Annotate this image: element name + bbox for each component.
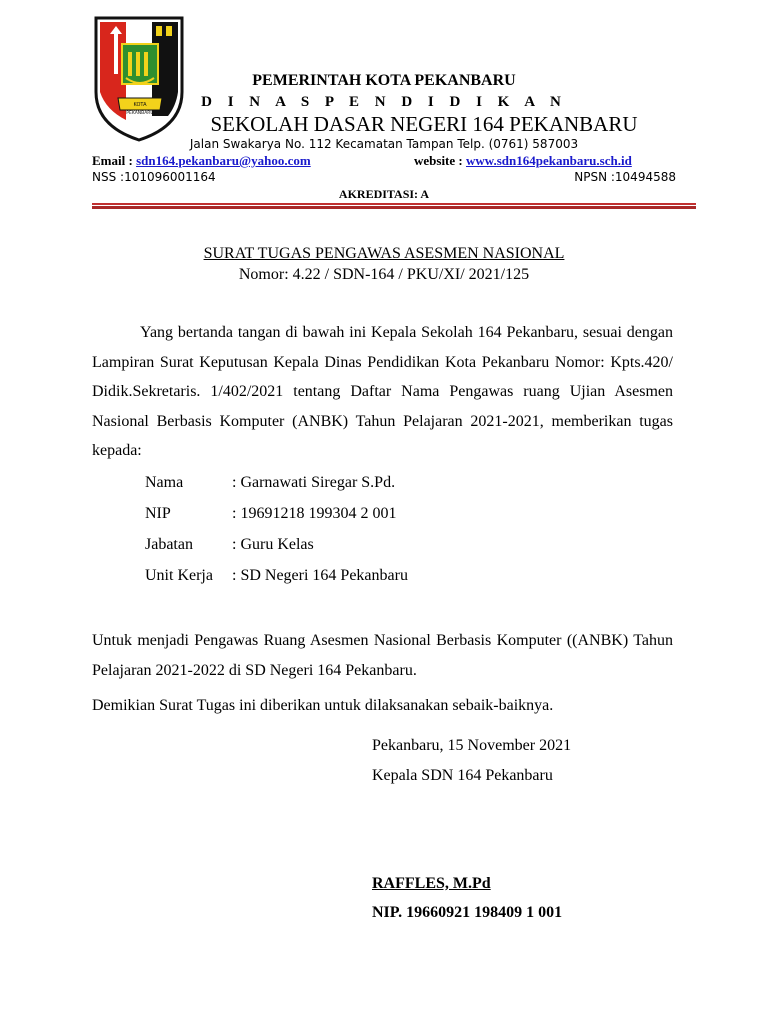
identity-label: Nama [145, 474, 184, 491]
identity-value: : SD Negeri 164 Pekanbaru [232, 567, 408, 584]
email-link[interactable]: sdn164.pekanbaru@yahoo.com [136, 153, 311, 168]
header-divider-thin [92, 203, 696, 205]
website-label: website : [414, 153, 466, 168]
identity-row-nama [145, 472, 408, 503]
identity-row-unit-kerja [145, 565, 408, 596]
assignee-identity-table [145, 472, 408, 596]
website-wrap [414, 153, 632, 169]
letter-number: Nomor: 4.22 / SDN-164 / PKU/XI/ 2021/125 [238, 266, 530, 283]
email-label: Email : [92, 153, 137, 168]
identity-row-nip [145, 503, 408, 534]
identity-value: : 19691218 199304 2 001 [232, 505, 397, 522]
signer-name: RAFFLES, M.Pd [372, 875, 491, 892]
department-name: D I N A S P E N D I D I K A N [201, 94, 567, 110]
identity-value: : Garnawati Siregar S.Pd. [232, 474, 396, 491]
opening-paragraph: Yang bertanda tangan di bawah ini Kepala Sekolah 164 Pekanbaru, sesuai dengan Lampiran Surat Keputusan Kepala Dinas Pendidikan Kota Pekanbaru Nomor: Kpts.420/ Didik.Sekretaris. 1/402/2021 tentang Daftar Nama Pengawas ruang Ujian Asesmen Nasional Berbasis Komputer (ANBK) Tahun Pelajaran 2021-2021, memberikan tugas kepada: [92, 324, 673, 460]
npsn-number: NPSN :10494588 [574, 170, 676, 184]
signer-position: Kepala SDN 164 Pekanbaru [372, 767, 553, 784]
svg-text:PEKANBARU: PEKANBARU [126, 111, 154, 116]
place-and-date: Pekanbaru, 15 November 2021 [372, 737, 572, 754]
svg-text:KOTA: KOTA [133, 102, 147, 108]
header-divider-thick [92, 206, 696, 209]
government-name: PEMERINTAH KOTA PEKANBARU [252, 72, 516, 89]
identity-row-jabatan [145, 534, 408, 565]
registration-row [92, 169, 676, 185]
assignment-paragraph: Untuk menjadi Pengawas Ruang Asesmen Nasional Berbasis Komputer ((ANBK) Tahun Pelajaran 2021-2022 di SD Negeri 164 Pekanbaru. [92, 632, 673, 679]
school-address: Jalan Swakarya No. 112 Kecamatan Tampan Telp. (0761) 587003 [189, 137, 579, 151]
accreditation: AKREDITASI: A [338, 187, 430, 201]
contact-row [92, 153, 676, 169]
signer-nip: NIP. 19660921 198409 1 001 [372, 904, 563, 921]
website-link[interactable]: www.sdn164pekanbaru.sch.id [466, 153, 632, 168]
closing-paragraph: Demikian Surat Tugas ini diberikan untuk dilaksanakan sebaik-baiknya. [92, 697, 554, 714]
school-name: SEKOLAH DASAR NEGERI 164 PEKANBARU [210, 112, 638, 136]
identity-label: Unit Kerja [145, 567, 213, 584]
identity-label: NIP [145, 505, 171, 522]
letter-title: SURAT TUGAS PENGAWAS ASESMEN NASIONAL [203, 245, 565, 262]
identity-label: Jabatan [145, 536, 193, 553]
identity-value: : Guru Kelas [232, 536, 314, 553]
nss-number: NSS :101096001164 [92, 170, 216, 184]
